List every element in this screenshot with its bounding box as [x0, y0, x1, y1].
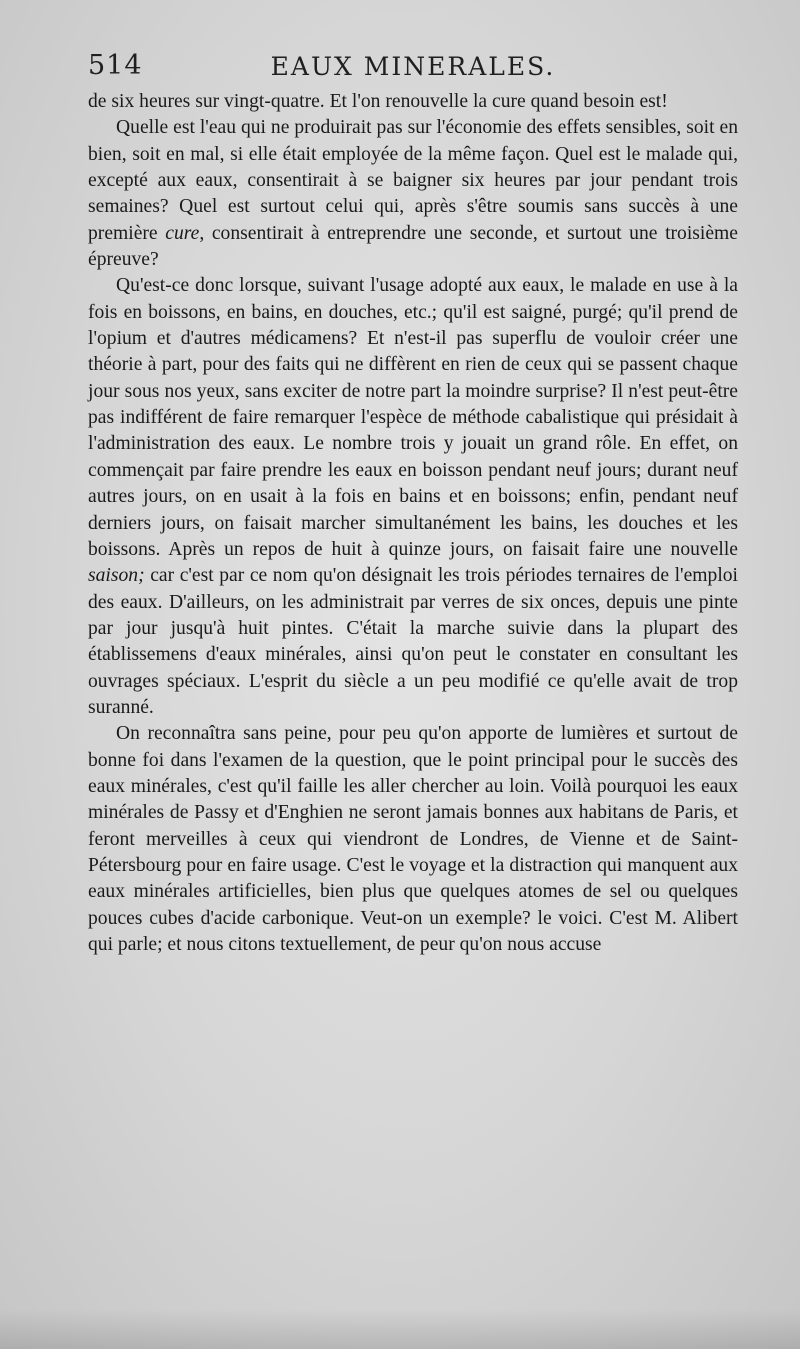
running-header — [88, 50, 738, 86]
italic-text: saison; — [88, 565, 145, 587]
text-run: Qu'est-ce donc lorsque, suivant l'usage adopté aux eaux, le malade en use à la fois en boissons, en bains, en douches, etc.; qu'il est saigné, purgé; qu'il prend de l'opium et d'autres médicamens? Et n'est-il pas superflu de vouloir créer une théorie à part, pour des faits qui ne diffèrent en rien de ceux qui se passent chaque jour sous nos yeux, sans exciter de notre part la moindre surprise? Il n'est peut-être pas indifférent de faire remarquer l'espèce de méthode cabalistique qui présidait à l'administration des eaux. Le nombre trois y jouait un grand rôle. En effet, on commençait par faire prendre les eaux en boisson pendant neuf jours; durant neuf autres jours, on en usait à la fois en bains et en boissons; enfin, pendant neuf derniers jours, on faisait marcher simultanément les bains, les douches et les boissons. Après un repos de huit à quinze jours, on faisait faire une nouvelle — [88, 275, 738, 560]
page-number: 514 — [88, 50, 143, 81]
text-run: On reconnaîtra sans peine, pour peu qu'on apporte de lumières et surtout de bonne foi dans l'examen de la question, que le point principal pour le succès des eaux minérales, c'est qu'il faille les aller chercher au loin. Voilà pourquoi les eaux minérales de Passy et d'Enghien ne seront jamais bonnes aux habitans de Paris, et feront merveilles à ceux qui viendront de Londres, de Vienne et de Saint-Pétersbourg pour en faire usage. C'est le voyage et la distraction qui manquent aux eaux minérales artificielles, bien plus que quelques atomes de sel ou quelques pouces cubes d'acide carbonique. Veut-on un exemple? le voici. C'est M. Alibert qui parle; et nous citons textuellement, de peur qu'on nous accuse — [88, 723, 738, 955]
paragraph — [88, 721, 738, 958]
text-run: Quelle est l'eau qui ne produirait pas sur l'économie des effets sensibles, soit en bien, soit en mal, si elle était employée de la même façon. Quel est le malade qui, excepté aux eaux, consentirait à se baigner six heures par jour pendant trois semaines? Quel est surtout celui qui, après s'être soumis sans succès à une première — [88, 117, 738, 244]
text-run: de six heures sur vingt-quatre. Et l'on renouvelle la cure quand besoin est! — [88, 91, 668, 112]
paragraph — [88, 273, 738, 721]
paragraph — [88, 115, 738, 273]
body-text — [88, 89, 738, 958]
text-run: car c'est par ce nom qu'on désignait les trois périodes ternaires de l'emploi des eaux. D'ailleurs, on les administrait par verres de six onces, depuis une pinte par jour jusqu'à huit pintes. C'était la marche suivie dans la plupart des établissemens d'eaux minérales, ainsi qu'on peut le constater en consultant les ouvrages spéciaux. L'esprit du siècle a un peu modifié ce qu'elle avait de trop suranné. — [88, 565, 738, 718]
running-title: EAUX MINERALES. — [270, 52, 556, 81]
text-run: , consentirait à entreprendre une seconde, et surtout une troisième épreuve? — [88, 222, 738, 271]
paragraph — [88, 89, 738, 115]
italic-text: cure — [165, 222, 200, 244]
